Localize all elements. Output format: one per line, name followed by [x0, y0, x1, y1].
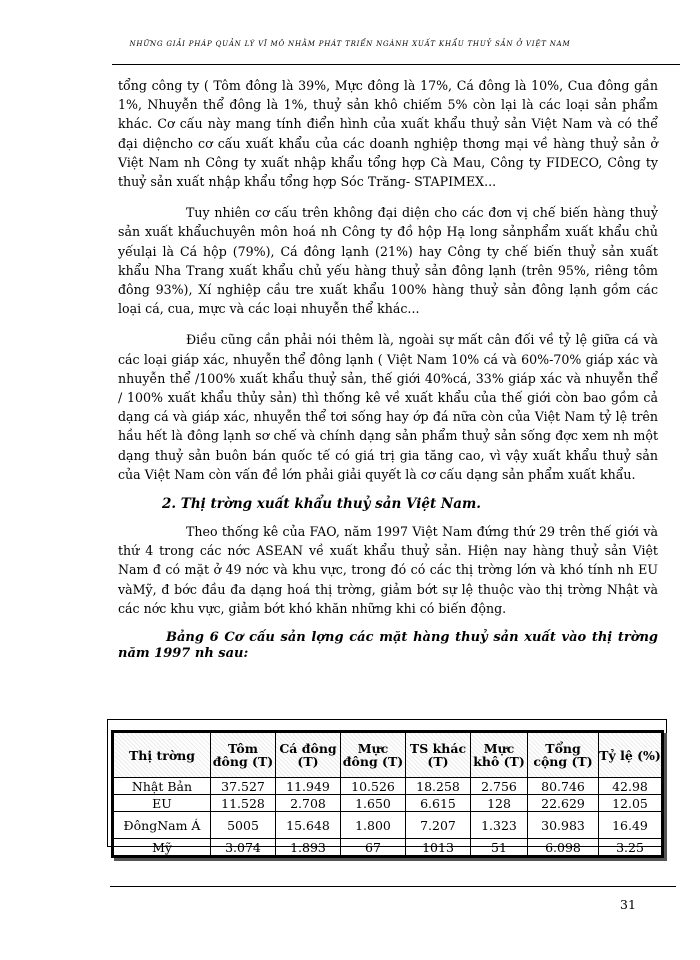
header-market: Thị trờng [114, 733, 211, 778]
cell-value: 5005 [211, 812, 276, 839]
cell-value: 16.49 [599, 812, 662, 839]
header-other-seafood: TS khác (T) [406, 733, 471, 778]
table-frame [107, 719, 667, 855]
cell-value: 6.615 [406, 795, 471, 812]
cell-market: EU [114, 795, 211, 812]
cell-value: 30.983 [528, 812, 599, 839]
cell-market: Nhật Bản [114, 778, 211, 795]
header-frozen-shrimp: Tôm đông (T) [211, 733, 276, 778]
cell-value: 128 [471, 795, 528, 812]
cell-value: 10.526 [341, 778, 406, 795]
cell-value: 1.893 [276, 839, 341, 856]
table-header-row [114, 733, 662, 778]
paragraph-1: tổng công ty ( Tôm đông là 39%, Mực đông là 17%, Cá đông là 10%, Cua đông gần 1%, Nhuyễn thể đông là 1%, thuỷ sản khô chiếm 5% còn lại là các loại sản phẩm khác. Cơ cấu này mang tính điển hình của xuất khẩu thuỷ sản Việt Nam và có thể đại diệncho cơ cấu xuất khẩu của các doanh nghiệp thơng mại về hàng thuỷ sản ở Việt Nam nh Công ty xuất nhập khẩu tổng hợp Cà Mau, Công ty FIDECO, Công ty thuỷ sản xuất nhập khẩu tổng hợp Sóc Trăng- STAPIMEX... [118, 78, 658, 190]
cell-value: 1.800 [341, 812, 406, 839]
cell-value: 2.756 [471, 778, 528, 795]
cell-value: 18.258 [406, 778, 471, 795]
running-header: NHỮNG GIẢI PHÁP QUẢN LÝ VĨ MÔ NHẰM PHÁT TRIỂN NGÀNH XUẤT KHẨU THUỶ SẢN Ở VIỆT NAM [129, 40, 571, 48]
section-heading: 2. Thị trờng xuất khẩu thuỷ sản Việt Nam. [162, 496, 482, 513]
paragraph-3: Điều cũng cần phải nói thêm là, ngoài sự mất cân đối về tỷ lệ giữa cá và các loại giáp xác, nhuyễn thể đông lạnh ( Việt Nam 10% cá và 60%-70% giáp xác và nhuyễn thể /100% xuất khẩu thuỷ sản, thế giới 40%cá, 33% giáp xác và nhuyễn thể / 100% xuất khẩu thủy sản) thì thống kê về xuất khẩu của thế giới còn bao gồm cả dạng cá và giáp xác, nhuyễn thể tơi sống hay ớp đá nữa còn của Việt Nam tỷ lệ trên hầu hết là đông lạnh sơ chế và chính dạng sản phẩm thuỷ sản sống đợc xem nh một dạng thuỷ sản buôn bán quốc tế có giá trị gia tăng cao, vì vậy xuất khẩu thuỷ sản của Việt Nam còn vấn đề lớn phải giải quyết là cơ cấu dạng sản phẩm xuất khẩu. [118, 332, 658, 482]
paragraph-4: Theo thống kê của FAO, năm 1997 Việt Nam đứng thứ 29 trên thế giới và thứ 4 trong các nớc ASEAN về xuất khẩu thuỷ sản. Hiện nay hàng thuỷ sản Việt Nam đ có mặt ở 49 nớc và khu vực, trong đó có các thị trờng lớn và khó tính nh EU vàMỹ, đ bớc đầu đa dạng hoá thị trờng, giảm bớt sự lệ thuộc vào thị trờng Nhật và các nớc khu vực, giảm bớt khó khăn những khi có biến động. [118, 524, 658, 616]
cell-value: 3.25 [599, 839, 662, 856]
cell-value: 22.629 [528, 795, 599, 812]
table-row [114, 812, 662, 839]
cell-value: 51 [471, 839, 528, 856]
cell-value: 80.746 [528, 778, 599, 795]
cell-value: 15.648 [276, 812, 341, 839]
table-caption: Bảng 6 Cơ cấu sản lợng các mặt hàng thuỷ sản xuất vào thị trờng năm 1997 nh sau: [118, 630, 658, 662]
header-frozen-squid: Mực đông (T) [341, 733, 406, 778]
cell-value: 1013 [406, 839, 471, 856]
header-divider [112, 64, 680, 65]
footer-divider [110, 886, 676, 887]
header-share: Tỷ lệ (%) [599, 733, 662, 778]
header-frozen-fish: Cá đông (T) [276, 733, 341, 778]
paragraph-2: Tuy nhiên cơ cấu trên không đại diện cho các đơn vị chế biến hàng thuỷ sản xuất khẩuchuyên môn hoá nh Công ty đồ hộp Hạ long sảnphẩm xuất khẩu chủ yếulại là Cá hộp (79%), Cá đông lạnh (21%) hay Công ty chế biến thuỷ sản xuất khẩu Nha Trang xuất khẩu chủ yếu hàng thuỷ sản đông lạnh (trên 95%, riêng tôm đông 93%), Xí nghiệp cầu tre xuất khẩu 100% hàng thuỷ sản đông lạnh gồm các loại cá, cua, mực và các loại nhuyễn thể khác... [118, 205, 658, 317]
cell-value: 6.098 [528, 839, 599, 856]
table-row [114, 839, 662, 856]
page-number: 31 [620, 897, 636, 912]
cell-value: 11.949 [276, 778, 341, 795]
export-structure-table [113, 732, 662, 856]
cell-value: 1.323 [471, 812, 528, 839]
header-total: Tổng cộng (T) [528, 733, 599, 778]
cell-market: ĐôngNam Á [114, 812, 211, 839]
table-row [114, 795, 662, 812]
cell-value: 1.650 [341, 795, 406, 812]
table-row [114, 778, 662, 795]
cell-value: 7.207 [406, 812, 471, 839]
page-body [118, 76, 658, 682]
cell-value: 11.528 [211, 795, 276, 812]
cell-value: 67 [341, 839, 406, 856]
cell-value: 2.708 [276, 795, 341, 812]
cell-value: 37.527 [211, 778, 276, 795]
cell-value: 42.98 [599, 778, 662, 795]
cell-market: Mỹ [114, 839, 211, 856]
cell-value: 3.074 [211, 839, 276, 856]
cell-value: 12.05 [599, 795, 662, 812]
table-container [111, 730, 664, 858]
header-dried-squid: Mực khô (T) [471, 733, 528, 778]
